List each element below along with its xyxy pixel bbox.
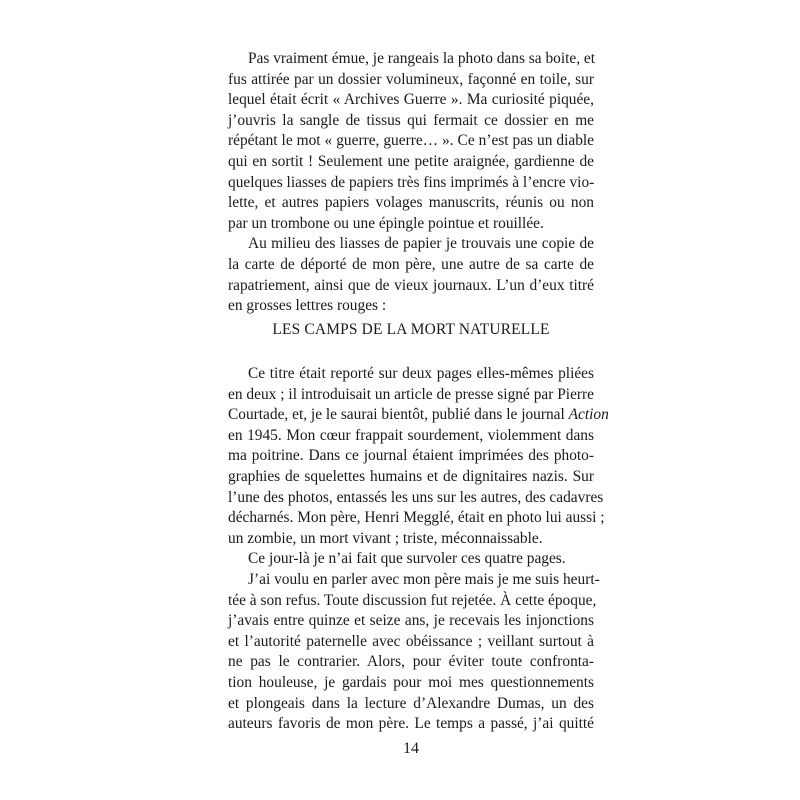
text-line: par un trombone ou une épingle pointue et rouillée. — [228, 214, 544, 232]
text-line: rapatriement, ainsi que de vieux journaux. L’un d’eux titré — [228, 276, 594, 294]
text-line: lette, et autres papiers volages manuscrits, réunis ou non — [228, 194, 594, 212]
page-number: 14 — [403, 740, 419, 757]
text-segment: Courtade, et, je le saurai bientôt, publié dans le journal — [228, 406, 569, 424]
text-line: j’ouvris la sangle de tissus qui fermait ce dossier en me — [228, 111, 594, 129]
text-line: Ce titre était reporté sur deux pages elles-mêmes pliées — [248, 365, 594, 382]
text-line: en grosses lettres rouges : — [228, 297, 387, 315]
text-line: la carte de déporté de mon père, une autre de sa carte de — [228, 255, 594, 273]
text-line: qui en sortit ! Seulement une petite araignée, gardienne de — [228, 152, 594, 170]
text-line: l’une des photos, entassés les uns sur les autres, des cadavres — [228, 488, 604, 506]
text-line: J’ai voulu en parler avec mon père mais je me suis heurt- — [248, 570, 600, 588]
text-line: lequel était écrit « Archives Guerre ». Ma curiosité piquée, — [228, 91, 594, 109]
text-line: auteurs favoris de mon père. Le temps a passé, j’ai quitté — [228, 715, 594, 733]
text-line: Pas vraiment émue, je rangeais la photo dans sa boite, et — [248, 50, 596, 67]
text-line: graphies de squelettes humains et de dignitaires nazis. Sur — [228, 467, 594, 485]
text-line: ma poitrine. Dans ce journal étaient imprimées des photo- — [228, 447, 594, 465]
text-line — [228, 405, 609, 426]
text-block-bottom — [228, 364, 609, 735]
text-line: répétant le mot « guerre, guerre… ». Ce n’est pas un diable — [228, 132, 594, 150]
text-line: Au milieu des liasses de papier je trouvais une copie de — [248, 235, 594, 253]
article-heading: LES CAMPS DE LA MORT NATURELLE — [272, 321, 550, 338]
text-line: décharnés. Mon père, Henri Megglé, était en photo lui aussi ; — [228, 509, 605, 527]
text-line: en deux ; il introduisait un article de presse signé par Pierre — [228, 385, 594, 403]
text-line: tion houleuse, je gardais pour moi mes questionnements — [228, 673, 594, 691]
text-line: quelques liasses de papiers très fins imprimés à l’encre vio- — [228, 173, 595, 191]
journal-title: Action — [568, 406, 609, 424]
text-line: j’avais entre quinze et seize ans, je recevais les injonctions — [228, 612, 594, 630]
text-line: et l’autorité paternelle avec obéissance ; veillant surtout à — [228, 632, 594, 650]
text-line: fus attirée par un dossier volumineux, façonné en toile, sur — [228, 70, 594, 88]
text-line: tée à son refus. Toute discussion fut rejetée. À cette époque, — [228, 591, 597, 609]
text-block-top — [228, 49, 594, 317]
text-line: ne pas le contrarier. Alors, pour éviter toute confronta- — [228, 653, 594, 671]
text-line: et plongeais dans la lecture d’Alexandre Dumas, un des — [228, 694, 594, 712]
text-line: en 1945. Mon cœur frappait sourdement, violemment dans — [228, 426, 594, 444]
text-line: un zombie, un mort vivant ; triste, méconnaissable. — [228, 529, 543, 547]
text-line: Ce jour-là je n’ai fait que survoler ces quatre pages. — [248, 550, 566, 568]
